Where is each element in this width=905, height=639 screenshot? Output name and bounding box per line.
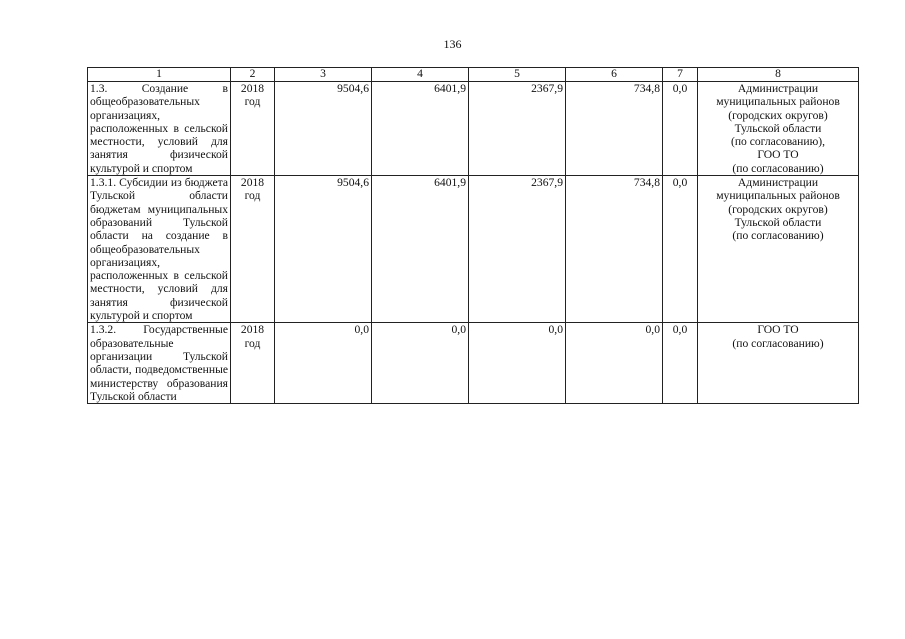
value-col-3: 9504,6 (275, 82, 372, 176)
value-col-4: 6401,9 (372, 176, 469, 323)
header-col-2: 2 (231, 68, 275, 82)
header-col-8: 8 (698, 68, 859, 82)
value-col-3: 9504,6 (275, 176, 372, 323)
year-cell: 2018 год (231, 82, 275, 176)
year-cell: 2018 год (231, 176, 275, 323)
measure-name: 1.3.1. Субсидии из бюджета Тульской области бюджетам муниципальных образований Тульской области на создание в общеобразовательных организациях, расположенных в сельской местности, условий для занятия физической культурой и спортом (88, 176, 231, 323)
table-row (88, 82, 859, 176)
value-col-3: 0,0 (275, 323, 372, 404)
header-col-7: 7 (663, 68, 698, 82)
value-col-5: 2367,9 (469, 176, 566, 323)
year-cell: 2018 год (231, 323, 275, 404)
measure-name: 1.3.2. Государственные образовательные организации Тульской области, подведомственные министерству образования Тульской области (88, 323, 231, 404)
executor-cell: ГОО ТО (по согласованию) (698, 323, 859, 404)
value-col-5: 0,0 (469, 323, 566, 404)
value-col-6: 734,8 (566, 82, 663, 176)
table-row (88, 176, 859, 323)
value-col-4: 0,0 (372, 323, 469, 404)
header-col-6: 6 (566, 68, 663, 82)
page-number: 136 (443, 37, 462, 51)
header-col-3: 3 (275, 68, 372, 82)
measure-name: 1.3. Создание в общеобразовательных организациях, расположенных в сельской местности, условий для занятия физической культурой и спортом (88, 82, 231, 176)
table-row (88, 323, 859, 404)
value-col-5: 2367,9 (469, 82, 566, 176)
value-col-6: 734,8 (566, 176, 663, 323)
value-col-6: 0,0 (566, 323, 663, 404)
value-col-7: 0,0 (663, 323, 698, 404)
value-col-7: 0,0 (663, 176, 698, 323)
header-col-4: 4 (372, 68, 469, 82)
value-col-4: 6401,9 (372, 82, 469, 176)
executor-cell: Администрации муниципальных районов (городских округов) Тульской области (по согласованию), ГОО ТО (по согласованию) (698, 82, 859, 176)
value-col-7: 0,0 (663, 82, 698, 176)
header-col-1: 1 (88, 68, 231, 82)
executor-cell: Администрации муниципальных районов (городских округов) Тульской области (по согласованию) (698, 176, 859, 323)
header-row (88, 68, 859, 82)
header-col-5: 5 (469, 68, 566, 82)
program-table (87, 67, 859, 404)
